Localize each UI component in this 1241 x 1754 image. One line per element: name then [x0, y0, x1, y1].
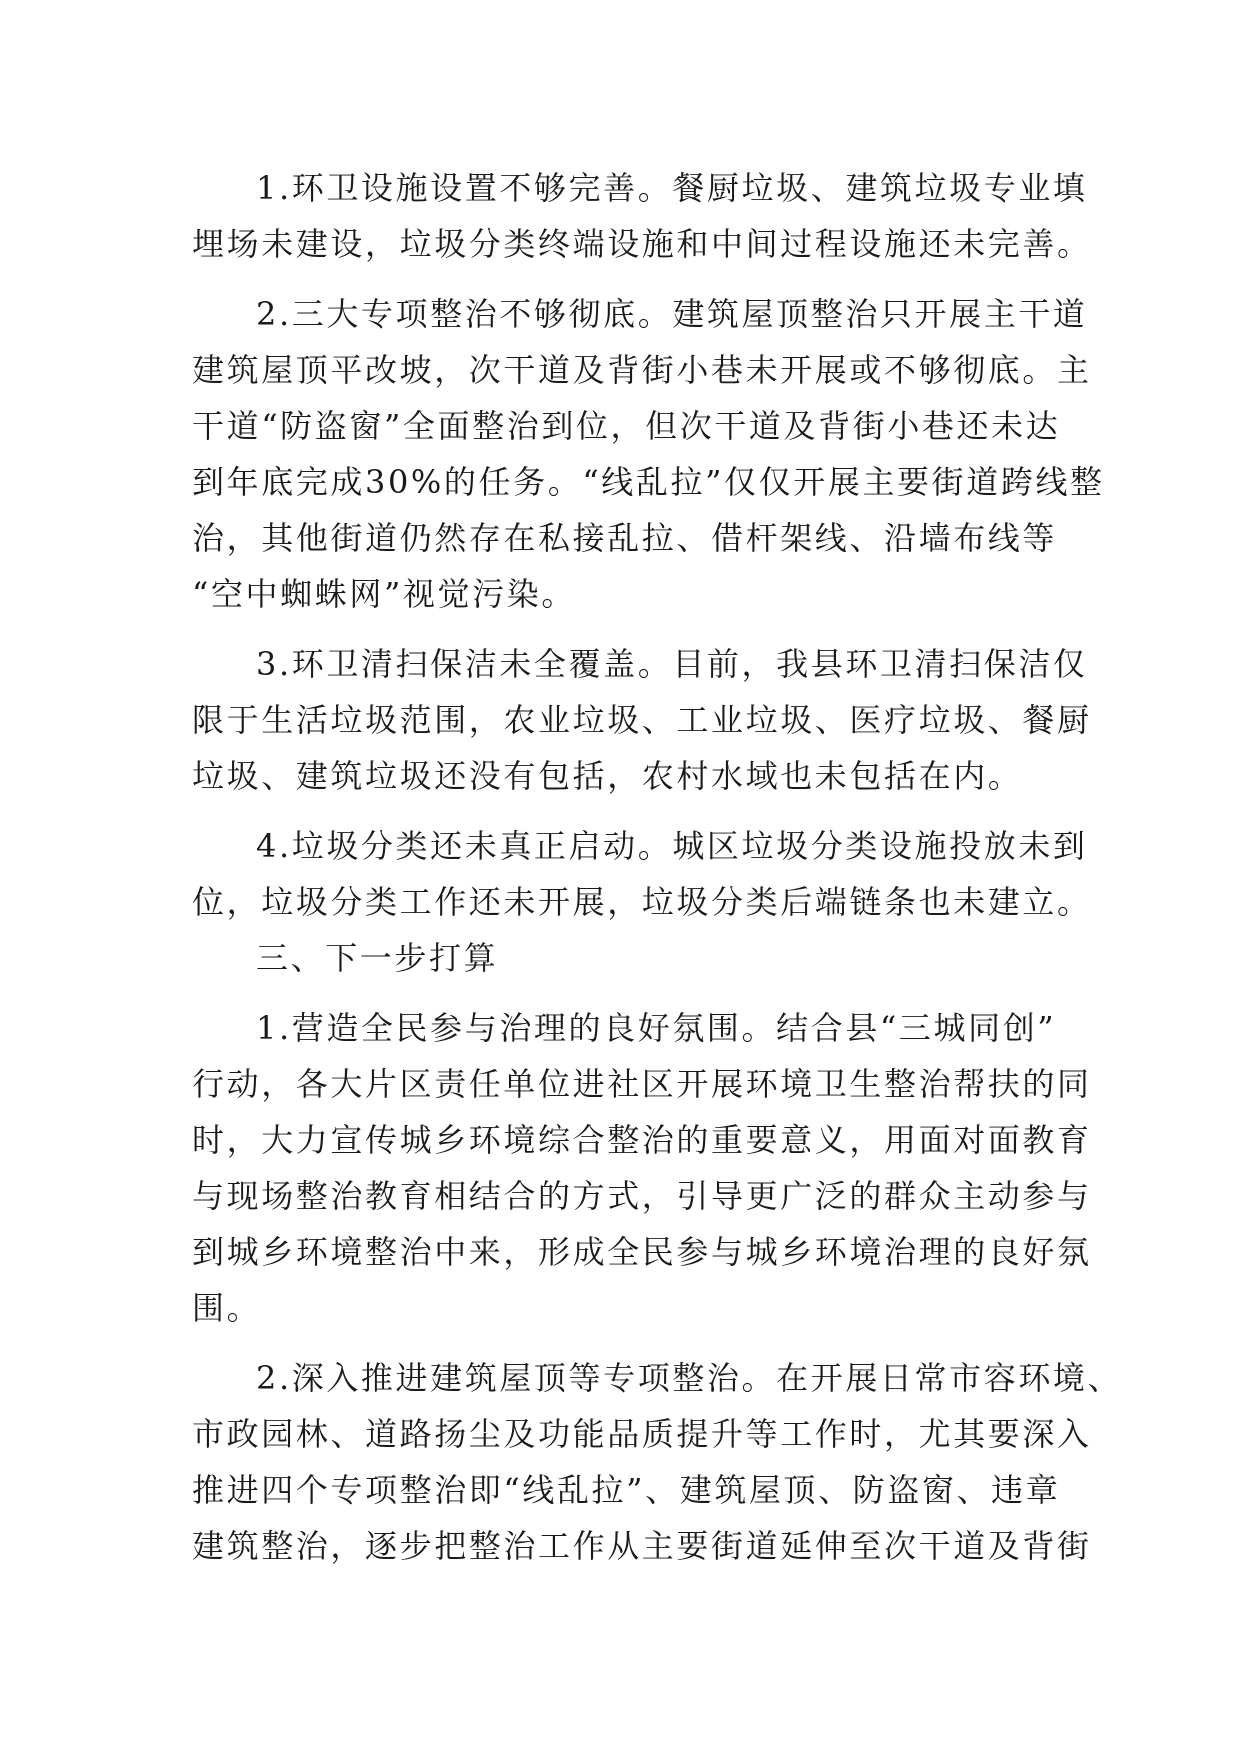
- paragraph-item-1-heading: 1.环卫设施设置不够完善。餐厨垃圾、建筑垃圾专业填: [256, 169, 1088, 207]
- paragraph-item-1-heading: 1.营造全民参与治理的良好氛围。结合县“三城同创”: [256, 1009, 1057, 1047]
- paragraph-line: 干道“防盗窗”全面整治到位，但次干道及背街小巷还未达: [192, 407, 1061, 445]
- paragraph-line: 建筑整治，逐步把整治工作从主要街道延伸至次干道及背街: [192, 1527, 1092, 1565]
- paragraph-item-3-heading: 3.环卫清扫保洁未全覆盖。目前，我县环卫清扫保洁仅: [256, 645, 1088, 683]
- paragraph-line: 位，垃圾分类工作还未开展，垃圾分类后端链条也未建立。: [192, 883, 1092, 921]
- paragraph-line: 到年底完成30%的任务。“线乱拉”仅仅开展主要街道跨线整: [192, 463, 1105, 501]
- paragraph-item-4-heading: 4.垃圾分类还未真正启动。城区垃圾分类设施投放未到: [256, 827, 1088, 865]
- paragraph-line: 限于生活垃圾范围，农业垃圾、工业垃圾、医疗垃圾、餐厨: [192, 701, 1092, 739]
- paragraph-line: 建筑屋顶平改坡，次干道及背街小巷未开展或不够彻底。主: [192, 351, 1092, 389]
- document-body: [192, 160, 1123, 1574]
- paragraph-line: 推进四个专项整治即“线乱拉”、建筑屋顶、防盗窗、违章: [192, 1471, 1061, 1509]
- paragraph-line: 治，其他街道仍然存在私接乱拉、借杆架线、沿墙布线等: [192, 519, 1058, 557]
- paragraph-line: 时，大力宣传城乡环境综合整治的重要意义，用面对面教育: [192, 1121, 1092, 1159]
- paragraph-line: 与现场整治教育相结合的方式，引导更广泛的群众主动参与: [192, 1177, 1092, 1215]
- paragraph-item-2-heading: 2.三大专项整治不够彻底。建筑屋顶整治只开展主干道: [256, 295, 1088, 333]
- paragraph-line: 围。: [192, 1289, 262, 1327]
- paragraph-line: 市政园林、道路扬尘及功能品质提升等工作时，尤其要深入: [192, 1415, 1092, 1453]
- paragraph-line: 行动，各大片区责任单位进社区开展环境卫生整治帮扶的同: [192, 1065, 1092, 1103]
- paragraph-line: “空中蜘蛛网”视觉污染。: [192, 575, 576, 613]
- paragraph-line: 到城乡环境整治中来，形成全民参与城乡环境治理的良好氛: [192, 1233, 1092, 1271]
- section-heading: 三、下一步打算: [256, 939, 499, 977]
- paragraph-item-2-heading: 2.深入推进建筑屋顶等专项整治。在开展日常市容环境、: [256, 1359, 1123, 1397]
- paragraph-line: 垃圾、建筑垃圾还没有包括，农村水域也未包括在内。: [192, 757, 1023, 795]
- paragraph-line: 埋场未建设，垃圾分类终端设施和中间过程设施还未完善。: [192, 225, 1092, 263]
